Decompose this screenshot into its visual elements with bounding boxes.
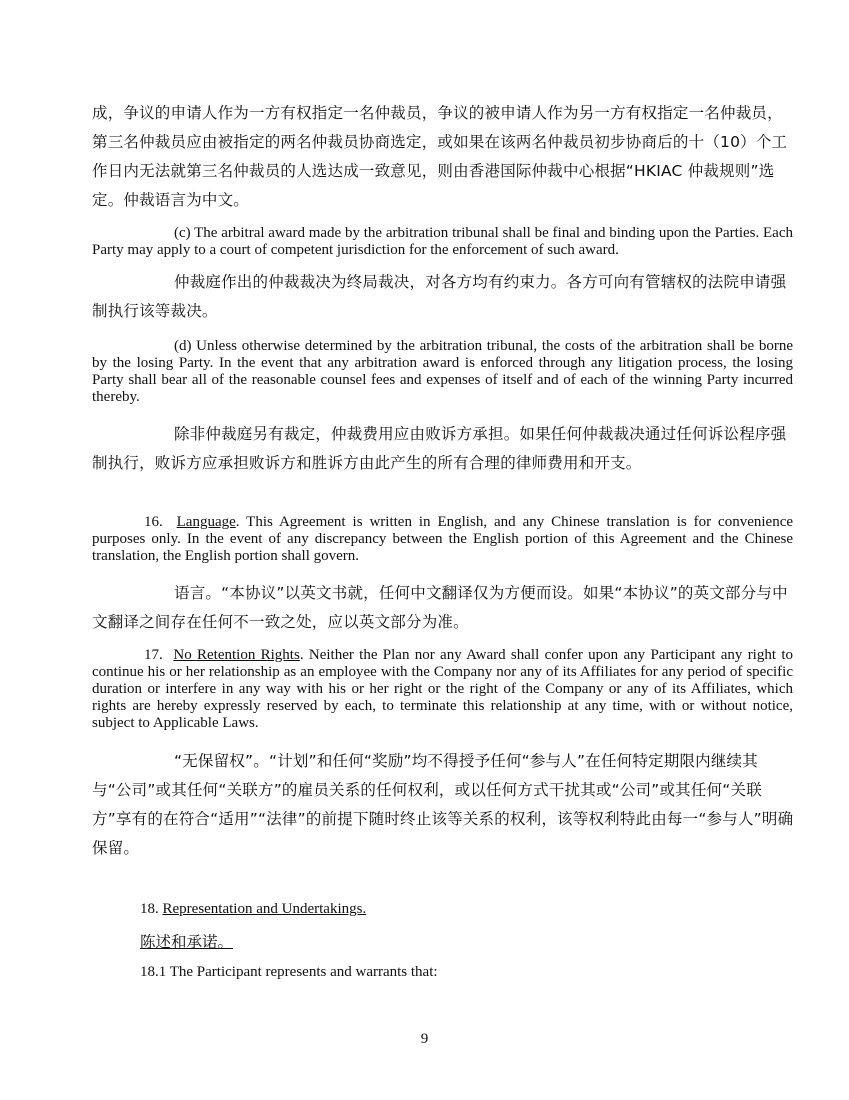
section-17-body: . Neither the Plan nor any Award shall confer upon any Participant any right to continue his or her relationship as an employee with the Company nor any of its Affiliates for any period of specific duration or interfere in any way with his or her right or the right of the Company or any of its Affiliates, which rights are hereby expressly reserved by each, to terminate this relationship at any time, with or without notice, subject to Applicable Laws. [92,647,793,731]
page-number: 9 [420,1031,429,1047]
clause-d-en: (d) Unless otherwise determined by the arbitration tribunal, the costs of the arbitration shall be borne by the losing Party. In the event that any arbitration award is enforced through any litigation process, the losing Party shall bear all of the reasonable counsel fees and expenses of itself and of each of the winning Party incurred thereby. [92,338,793,405]
section-16-number: 16. [144,514,163,530]
clause-c-en: (c) The arbitral award made by the arbitration tribunal shall be final and binding upon the Parties. Each Party may apply to a court of competent jurisdiction for the enforcement of such award. [92,225,793,258]
clause-d-zh: 除非仲裁庭另有裁定，仲裁费用应由败诉方承担。如果任何仲裁裁决通过任何诉讼程序强制执行，败诉方应承担败诉方和胜诉方由此产生的所有合理的律师费用和开支。 [92,425,787,472]
clause-c-zh: 仲裁庭作出的仲裁裁决为终局裁决，对各方均有约束力。各方可向有管辖权的法院申请强制执行该等裁决。 [92,273,787,320]
section-18-1: 18.1 The Participant represents and warrants that: [140,964,438,980]
section-18-title-zh: 陈述和承诺。 [140,933,234,951]
section-16-zh: 语言。“本协议”以英文书就，任何中文翻译仅为方便而设。如果“本协议”的英文部分与中文翻译之间存在任何不一致之处，应以英文部分为准。 [92,584,788,631]
section-18-number: 18. [140,901,159,917]
section-17-zh: “无保留权”。“计划”和任何“奖励”均不得授予任何“参与人”在任何特定期限内继续其与“公司”或其任何“关联方”的雇员关系的任何权利，或以任何方式干扰其或“公司”或其任何“关联方”享有的在符合“适用”“法律”的前提下随时终止该等关系的权利，该等权利特此由每一“参与人”明确保留。 [92,752,794,857]
arbitration-continuation-zh: 成，争议的申请人作为一方有权指定一名仲裁员，争议的被申请人作为另一方有权指定一名仲裁员，第三名仲裁员应由被指定的两名仲裁员协商选定，或如果在该两名仲裁员初步协商后的十（10）个工作日内无法就第三名仲裁员的人选达成一致意见，则由香港国际仲裁中心根据“HKIAC 仲裁规则”选定。仲裁语言为中文。 [92,104,788,209]
section-17-number: 17. [144,647,163,663]
section-16-title: Language [176,514,236,530]
section-18-title: Representation and Undertakings. [162,901,367,917]
section-16-body: . This Agreement is written in English, and any Chinese translation is for convenience purposes only. In the event of any discrepancy between the English portion of this Agreement and the Chinese translation, the English portion shall govern. [92,514,794,564]
section-17-title: No Retention Rights [173,647,300,663]
section-17-en [92,647,793,732]
section-16-en [92,514,793,565]
section-18-heading [140,901,366,918]
